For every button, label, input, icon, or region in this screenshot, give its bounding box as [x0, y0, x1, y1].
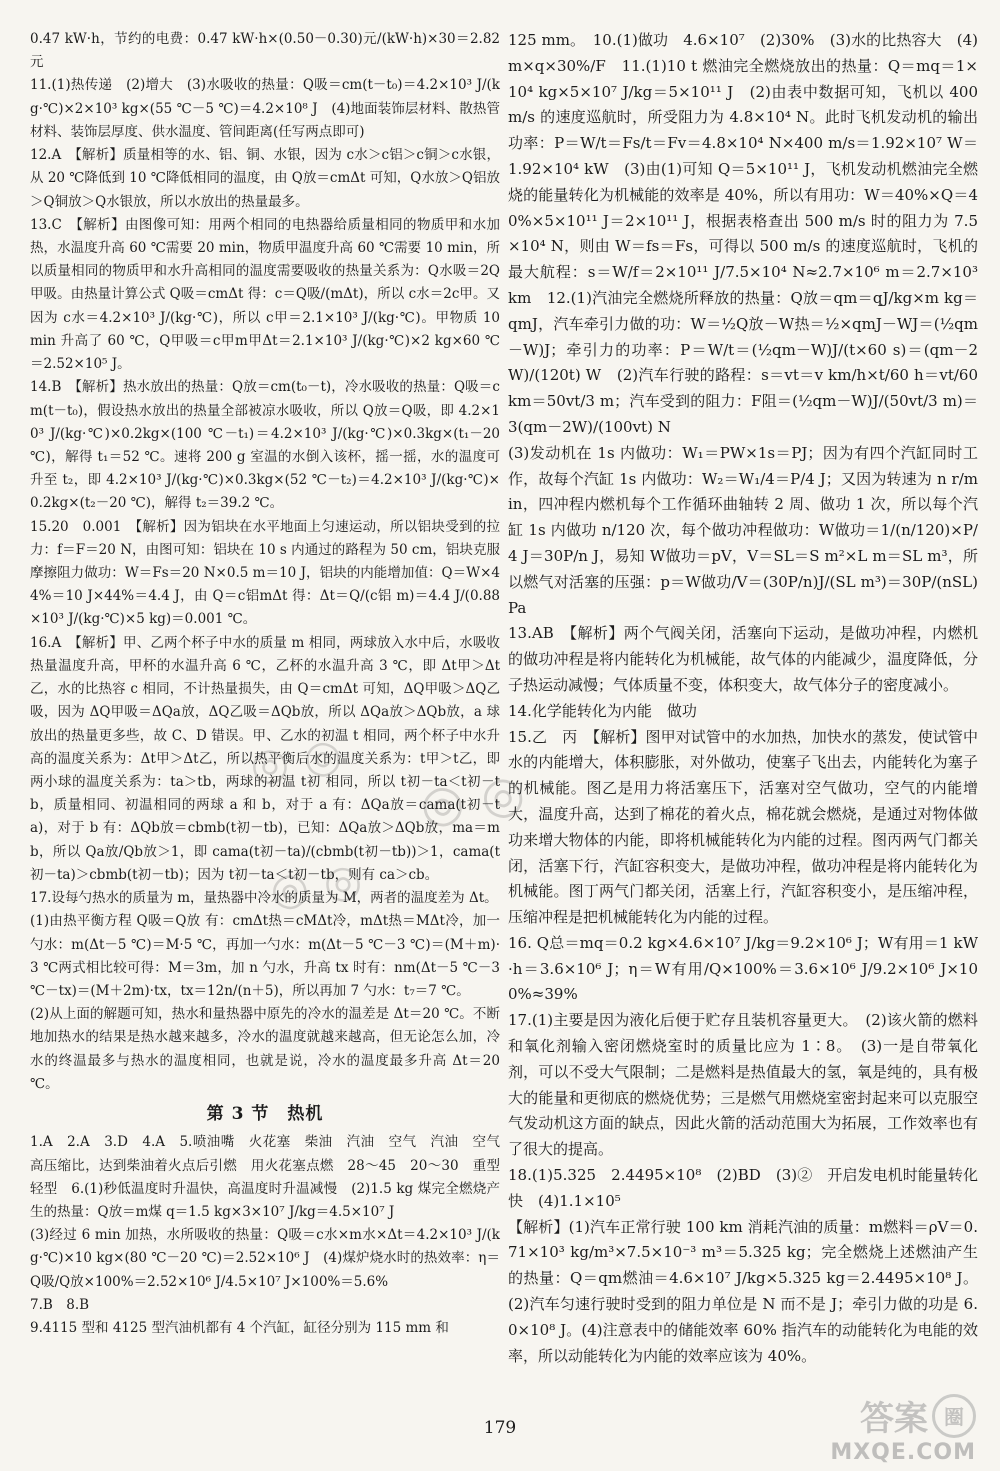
answer-paragraph: 0.47 kW·h，节约的电费：0.47 kW·h×(0.50－0.30)元/(kW·h)×30＝2.82 元 — [30, 31, 505, 71]
answer-paragraph: 125 mm。 10.(1)做功 4.6×10⁷ (2)30% (3)水的比热容大 (4) m×q×30%/F 11.(1)10 t 燃油完全燃烧放出的热量：Q＝mq＝1×10⁴ kg×5×10⁷ J/kg＝5×10¹¹ J (2)由表中数据可知，飞机以 400 m/s 的速度巡航时，所受阻力为 4.8×10⁴ N。此时飞机发动机的输出功率：P＝W/t＝Fs/t＝Fv＝4.8×10⁴ N×400 m/s＝1.92×10⁷ W＝1.92×10⁴ kW (3)由(1)可知 Q＝5×10¹¹ J，飞机发动机燃油完全燃烧的能量转化为机械能的效率是 40%，所以有用功：W＝40%×Q＝40%×5×10¹¹ J＝2×10¹¹ J，根据表格查出 500 m/s 时的阻力为 7.5×10⁴ N，则由 W＝fs＝Fs，可得以 500 m/s 的速度巡航时，飞机的最大航程：s＝W/f＝2×10¹¹ J/7.5×10⁴ N≈2.7×10⁶ m＝2.7×10³ km 12.(1)汽油完全燃烧所释放的热量：Q放＝qm＝qJ/kg×m kg＝qmJ，汽车牵引力做的功：W＝½Q放－W热＝½×qmJ－WJ＝(½qm－W)J；牵引力的功率：P＝W/t＝(½qm－W)J/(t×60 s)＝(qm－2W)/(120t) W (2)汽车行驶的路程：s＝vt＝v km/h×t/60 h＝vt/60 km＝50vt/3 m；汽车受到的阻力：F阻＝(½qm－W)J/(50vt/3 m)＝3(qm－2W)/(100vt) N — [508, 31, 983, 436]
answer-paragraph: (1)由热平衡方程 Q吸＝Q放 有：cmΔt热＝cMΔt冷，mΔt热＝MΔt冷，加一勺水：m(Δt－5 ℃)＝M·5 ℃，再加一勺水：m(Δt－5 ℃－3 ℃)＝(M＋m)·3 ℃两式相比较可得：M＝3m，加 n 勺水，升高 tx 时有：nm(Δt－5 ℃－3 ℃－tx)＝(M＋2m)·tx，tx＝12n/(n＋5)，所以再加 7 勺水：t₇＝7 ℃。 — [30, 913, 505, 999]
answer-paragraph: 11.(1)热传递 (2)增大 (3)水吸收的热量：Q吸＝cm(t－t₀)＝4.2×10³ J/(kg·℃)×2×10³ kg×(55 ℃－5 ℃)＝4.2×10⁸ J (4)地面装饰层材料、散热管材料、装饰层厚度、供水温度、管间距离(任写两点即可) — [30, 77, 500, 140]
answer-paragraph: 14.化学能转化为内能 做功 — [508, 701, 697, 720]
answer-paragraph: 12.A 【解析】质量相等的水、铝、铜、水银，因为 c水＞c铝＞c铜＞c水银，从 20 ℃降低到 10 ℃降低相同的温度，由 Q放＝cmΔt 可知，Q水放＞Q铝放＞Q铜放＞Q水银放，所以水放出的热量最多。 — [30, 147, 500, 210]
section-title: 第 3 节 热机 — [206, 1104, 324, 1125]
answer-paragraph: 18.(1)5.325 2.4495×10⁸ (2)BD (3)② 开启发电机时能量转化快 (4)1.1×10⁵ — [508, 1166, 978, 1210]
answer-paragraph: 1.A 2.A 3.D 4.A 5.喷油嘴 火花塞 柴油 汽油 空气 汽油 空气 高压缩比，达到柴油着火点后引燃 用火花塞点燃 28～45 20～30 重型 轻型 6.(1)秒低温度时升温快，高温度时升温减慢 (2)1.5 kg 煤完全燃烧产生的热量：Q放＝m煤 q＝1.5 kg×3×10⁷ J/kg＝4.5×10⁷ J — [30, 1134, 514, 1220]
answer-paragraph: (3)经过 6 min 加热，水所吸收的热量：Q吸＝c水×m水×Δt＝4.2×10³ J/(kg·℃)×10 kg×(80 ℃－20 ℃)＝2.52×10⁶ J (4)煤炉烧水时的热效率：η＝Q吸/Q放×100%＝2.52×10⁶ J/4.5×10⁷ J×100%＝5.6% — [30, 1227, 500, 1290]
site-watermark — [830, 1391, 976, 1465]
watermark-url: MXQE.COM — [830, 1440, 976, 1465]
right-column — [508, 28, 983, 1369]
answer-paragraph: 14.B 【解析】热水放出的热量：Q放＝cm(t₀－t)，冷水吸收的热量：Q吸＝cm(t－t₀)，假设热水放出的热量全部被凉水吸收，所以 Q放＝Q吸，即 4.2×10³ J/(kg·℃)×0.2kg×(100 ℃－t₁)＝4.2×10³ J/(kg·℃)×0.3kg×(t₁－20 ℃)，解得 t₁＝52 ℃。速将 200 g 室温的水倒入该杯，摇一摇，水的温度可升至 t₂，即 4.2×10³ J/(kg·℃)×0.3kg×(52 ℃－t₂)＝4.2×10³ J/(kg·℃)×0.2kg×(t₂－20 ℃)，解得 t₂＝39.2 ℃。 — [30, 379, 505, 512]
answer-paragraph: 15.乙 丙 【解析】图甲对试管中的水加热，加快水的蒸发，使试管中水的内能增大，体积膨胀，对外做功，使塞子飞出去，内能转化为塞子的机械能。图乙是用力将活塞压下，活塞对空气做功，空气的内能增大，温度升高，达到了棉花的着火点，棉花就会燃烧，是通过对物体做功来增大物体的内能，即将机械能转化为内能的过程。图丙两气门都关闭，活塞下行，汽缸容积变大，是做功冲程，做功冲程是将内能转化为机械能。图丁两气门都关闭，活塞上行，汽缸容积变小，是压缩冲程，压缩冲程是把机械能转化为内能的过程。 — [508, 727, 978, 927]
faded-stamp-mid: ◎ ◎ — [266, 853, 366, 918]
answer-paragraph: 7.B 8.B — [30, 1296, 90, 1313]
answer-paragraph: 【解析】(1)汽车正常行驶 100 km 消耗汽油的质量：m燃料＝ρV＝0.71×10³ kg/m³×7.5×10⁻³ m³＝5.325 kg；完全燃烧上述燃油产生的热量：Q＝qm燃油＝4.6×10⁷ J/kg×5.325 kg＝2.4495×10⁸ J。(2)汽车匀速行驶时受到的阻力单位是 N 而不是 J；牵引力做的功是 6.0×10⁸ J。(4)注意表中的储能效率 60% 指汽车的动能转化为电能的效率，所以动能转化为内能的效率应该为 40%。 — [508, 1217, 978, 1365]
watermark-logo-text: 答案 — [860, 1399, 928, 1439]
answer-paragraph: 17.(1)主要是因为液化后便于贮存且装机容量更大。 (2)该火箭的燃料和氧化剂输入密闭燃烧室时的质量比应为 1∶8。 (3)一是自带氧化剂，可以不受大气限制；二是燃料是热值最大的氢，氧是纯的，具有极大的能量和更彻底的燃烧优势；三是燃气用燃烧室密封起来可以克服空气发动机这方面的缺点，因此火箭的活动范围大为拓展，工作效率也有了很大的提高。 — [508, 1011, 978, 1159]
answer-paragraph: (2)从上面的解题可知，热水和量热器中原先的冷水的温差是 Δt＝20 ℃。不断地加热水的结果是热水越来越多，冷水的温度就越来越高，但无论怎么加，冷水的终温最多与热水的温度相同，也就是说，冷水的温度最多升高 Δt＝20 ℃。 — [30, 1006, 505, 1092]
answer-paragraph: 13.C 【解析】由图像可知：用两个相同的电热器给质量相同的物质甲和水加热，水温度升高 60 ℃需要 20 min，物质甲温度升高 60 ℃需要 10 min，所以质量相同的物质甲和水升高相同的温度需要吸收的热量关系为：Q水吸＝2Q甲吸。由热量计算公式 Q吸＝cmΔt 得：c＝Q吸/(mΔt)，所以 c水＝2c甲。又因为 c水＝4.2×10³ J/(kg·℃)，所以 c甲＝2.1×10³ J/(kg·℃)。甲物质 10 min 升高了 60 ℃，Q甲吸＝c甲m甲Δt＝2.1×10³ J/(kg·℃)×2 kg×60 ℃＝2.52×10⁵ J。 — [30, 216, 505, 373]
faded-stamp-left: ◎ ◎ — [246, 728, 346, 793]
answer-paragraph: 15.20 0.001 【解析】因为铝块在水平地面上匀速运动，所以铝块受到的拉力：f＝F＝20 N，由图可知：铝块在 10 s 内通过的路程为 50 cm，铝块克服摩擦阻力做功：W＝Fs＝20 N×0.5 m＝10 J，铝块的内能增加值：Q＝W×44%＝10 J×44%＝4.4 J，由 Q＝c铝mΔt 得：Δt＝Q/(c铝 m)＝4.4 J/(0.88×10³ J/(kg·℃)×5 kg)＝0.001 ℃。 — [30, 518, 500, 628]
watermark-circle-icon: 圈 — [932, 1394, 976, 1438]
answer-paragraph: 13.AB 【解析】两个气阀关闭，活塞向下运动，是做功冲程，内燃机的做功冲程是将内能转化为机械能，故气体的内能减少，温度降低，分子热运动减慢；气体质量不变，体积变大，故气体分子的密度减小。 — [508, 624, 978, 694]
answer-paragraph: (3)发动机在 1s 内做功：W₁＝PW×1s＝PJ；因为有四个汽缸同时工作，故每个汽缸 1s 内做功：W₂＝W₁/4＝P/4 J；又因为转速为 n r/min，四冲程内燃机每个工作循环曲轴转 2 周、做功 1 次，所以每个汽缸 1s 内做功 n/120 次，每个做功冲程做功：W做功＝1/(n/120)×P/4 J＝30P/n J，易知 W做功＝pV，V＝SL＝S m²×L m＝SL m³，所以燃气对活塞的压强：p＝W做功/V＝(30P/n)J/(SL m³)＝30P/(nSL) Pa — [508, 443, 983, 617]
page-number: 179 — [483, 1418, 517, 1438]
answer-paragraph: 16. Q总＝mq＝0.2 kg×4.6×10⁷ J/kg＝9.2×10⁶ J；W有用＝1 kW·h＝3.6×10⁶ J；η＝W有用/Q×100%＝3.6×10⁶ J/9.2×10⁶ J×100%≈39% — [508, 933, 978, 1004]
answer-paragraph: 16.A 【解析】甲、乙两个杯子中水的质量 m 相同，两球放入水中后，水吸收热量温度升高，甲杯的水温升高 6 ℃，乙杯的水温升高 3 ℃，即 Δt甲＞Δt乙，水的比热容 c 相同，不计热量损失，由 Q＝cmΔt 可知，ΔQ甲吸＞ΔQ乙吸，因为 ΔQ甲吸＝ΔQa放，ΔQ乙吸＝ΔQb放，所以 ΔQa放＞ΔQb放，a 球放出的热量更多些，故 C、D 错误。甲、乙水的初温 t 相同，两个杯子中水升高的温度关系为：Δt甲＞Δt乙，所以热平衡后水的温度关系为：t甲＞t乙，即两小球的温度关系为：ta＞tb，两球的初温 t初 相同，所以 t初－ta＜t初－tb，质量相同、初温相同的两球 a 和 b，对于 a 有：ΔQa放＝cama(t初－ta)，对于 b 有：ΔQb放＝cbmb(t初－tb)，已知：ΔQa放＞ΔQb放，ma＝mb，所以 Qa放/Qb放＞1，即 cama(t初－ta)/(cbmb(t初－tb))＞1，camа(t初－ta)＞cbmb(t初－tb)；因为 t初－ta＜t初－tb，则有 ca＞cb。 — [30, 634, 500, 883]
answer-paragraph: 17.设每勺热水的质量为 m，量热器中冷水的质量为 M，两者的温度差为 Δt。 — [30, 890, 498, 907]
left-column — [30, 28, 514, 1340]
faded-stamp-right: ◎ ◎ — [416, 762, 529, 836]
answer-paragraph: 9.4115 型和 4125 型汽油机都有 4 个汽缸，缸径分别为 115 mm 和 — [30, 1320, 449, 1337]
watermark-logo — [860, 1391, 976, 1440]
